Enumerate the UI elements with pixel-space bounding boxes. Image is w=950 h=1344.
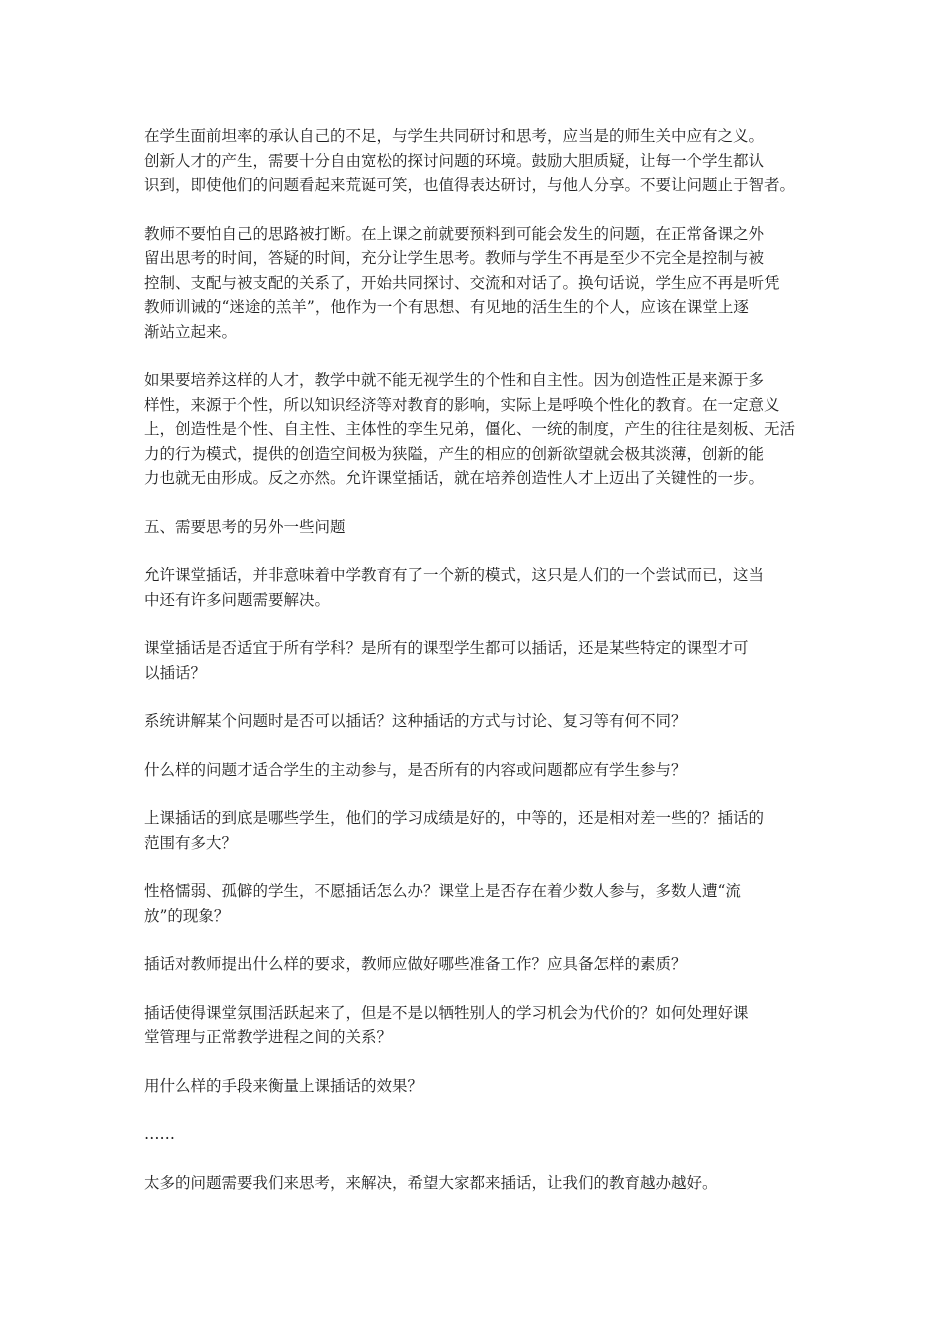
ellipsis-text: …… (144, 1125, 175, 1143)
text-line: 中还有许多问题需要解决。 (144, 590, 331, 609)
question-paragraph (144, 879, 816, 928)
paragraph-1 (144, 124, 816, 198)
text-line: 范围有多大？ (144, 833, 238, 852)
text-line: 留出思考的时间，答疑的时间，充分让学生思考。教师与学生不再是至少不完全是控制与被 (144, 249, 765, 267)
text-line: 堂管理与正常教学进程之间的关系？ (144, 1028, 393, 1046)
text-line: 在学生面前坦率的承认自己的不足，与学生共同研讨和思考，应当是的师生关中应有之义。 (144, 127, 765, 145)
ellipsis-paragraph (144, 1122, 816, 1147)
text-line: 用什么样的手段来衡量上课插话的效果？ (144, 1076, 424, 1095)
closing-paragraph (144, 1171, 816, 1196)
text-line: 系统讲解某个问题时是否可以插话？这种插话的方式与讨论、复习等有何不同？ (144, 712, 687, 730)
text-line: 放”的现象？ (144, 906, 230, 925)
question-paragraph (144, 806, 816, 855)
question-paragraph (144, 1074, 816, 1099)
document-body (144, 124, 816, 1219)
question-paragraph (144, 709, 816, 734)
text-line: 样性，来源于个性，所以知识经济等对教育的影响，实际上是呼唤个性化的教育。在一定意义 (144, 395, 780, 414)
text-line: 什么样的问题才适合学生的主动参与，是否所有的内容或问题都应有学生参与？ (144, 760, 687, 779)
text-line: 如果要培养这样的人才，教学中就不能无视学生的个性和自主性。因为创造性正是来源于多 (144, 371, 765, 389)
text-line: 渐站立起来。 (144, 322, 238, 341)
question-paragraph (144, 758, 816, 783)
text-line: 力的行为模式，提供的创造空间极为狭隘，产生的相应的创新欲望就会极其淡薄，创新的能 (144, 444, 765, 463)
paragraph-5 (144, 563, 816, 612)
paragraph-3 (144, 368, 816, 491)
text-line: 教师不要怕自己的思路被打断。在上课之前就要预料到可能会发生的问题，在正常备课之外 (144, 224, 765, 243)
text-line: 识到，即使他们的问题看起来荒诞可笑，也值得表达研讨，与他人分享。不要让问题止于智者。 (144, 176, 796, 194)
text-line: 允许课堂插话，并非意味着中学教育有了一个新的模式，这只是人们的一个尝试而已，这当 (144, 566, 765, 584)
section-heading-text: 五、需要思考的另外一些问题 (144, 517, 346, 536)
question-paragraph (144, 1001, 816, 1050)
text-line: 性格懦弱、孤僻的学生，不愿插话怎么办？课堂上是否存在着少数人参与，多数人遭“流 (144, 882, 741, 900)
text-line: 太多的问题需要我们来思考，来解决，希望大家都来插话，让我们的教育越办越好。 (144, 1173, 718, 1192)
text-line: 插话对教师提出什么样的要求，教师应做好哪些准备工作？应具备怎样的素质？ (144, 955, 687, 973)
text-line: 课堂插话是否适宜于所有学科？是所有的课型学生都可以插话，还是某些特定的课型才可 (144, 639, 749, 657)
text-line: 以插话？ (144, 663, 207, 682)
text-line: 控制、支配与被支配的关系了，开始共同探讨、交流和对话了。换句话说，学生应不再是听凭 (144, 273, 780, 292)
text-line: 力也就无由形成。反之亦然。允许课堂插话，就在培养创造性人才上迈出了关键性的一步。 (144, 469, 765, 487)
text-line: 上课插话的到底是哪些学生，他们的学习成绩是好的，中等的，还是相对差一些的？插话的 (144, 809, 765, 827)
text-line: 上，创造性是个性、自主性、主体性的孪生兄弟，僵化、一统的制度，产生的往往是刻板、无活 (144, 420, 796, 438)
text-line: 创新人才的产生，需要十分自由宽松的探讨问题的环境。鼓励大胆质疑，让每一个学生都认 (144, 151, 765, 170)
question-paragraph (144, 952, 816, 977)
text-line: 教师训诫的“迷途的羔羊”，他作为一个有思想、有见地的活生生的个人，应该在课堂上逐 (144, 298, 749, 316)
question-paragraph (144, 636, 816, 685)
paragraph-2 (144, 222, 816, 345)
section-heading (144, 515, 816, 540)
text-line: 插话使得课堂氛围活跃起来了，但是不是以牺牲别人的学习机会为代价的？如何处理好课 (144, 1003, 749, 1022)
